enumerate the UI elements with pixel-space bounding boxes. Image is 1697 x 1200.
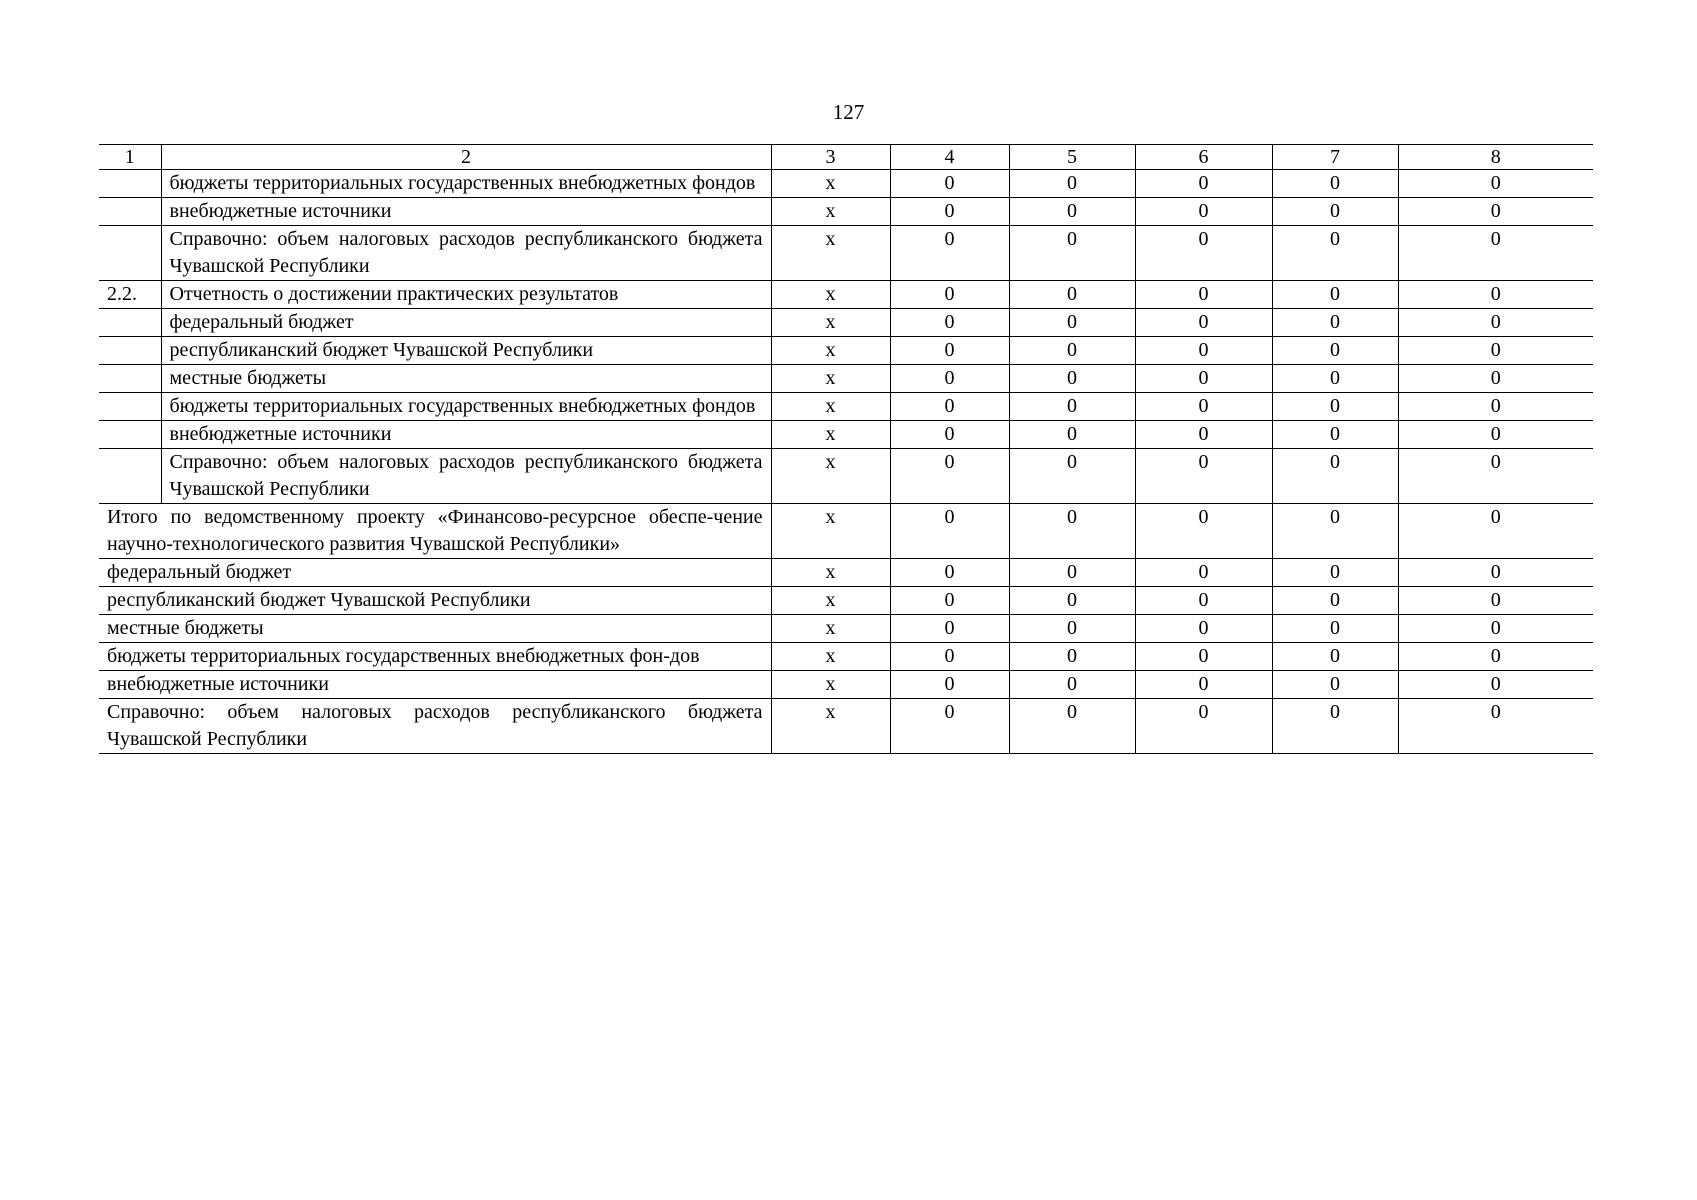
row-value-col5: 0 [1009,281,1135,309]
total-row-value-col8: 0 [1398,643,1593,671]
row-col3: х [771,337,890,365]
row-value-col6: 0 [1135,365,1272,393]
row-value-col4: 0 [890,281,1009,309]
row-label: Справочно: объем налоговых расходов республиканского бюджета Чувашской Республики [161,449,771,504]
total-row-value-col7: 0 [1272,615,1398,643]
header-cell-1: 1 [99,145,161,170]
total-row-col3: х [771,559,890,587]
table-row [99,198,1593,226]
total-row-col3: х [771,504,890,559]
row-label: федеральный бюджет [161,309,771,337]
total-row [99,504,1593,559]
total-row-label: Справочно: объем налоговых расходов республиканского бюджета Чувашской Республики [99,699,771,754]
table-row [99,309,1593,337]
total-sub-row [99,615,1593,643]
row-value-col8: 0 [1398,365,1593,393]
total-row-label: Итого по ведомственному проекту «Финансово-ресурсное обеспе-чение научно-технологического развития Чувашской Республики» [99,504,771,559]
total-row-value-col6: 0 [1135,671,1272,699]
total-row-col3: х [771,699,890,754]
row-value-col5: 0 [1009,226,1135,281]
table-row [99,337,1593,365]
total-row-value-col8: 0 [1398,615,1593,643]
row-value-col5: 0 [1009,198,1135,226]
table-header-row [99,145,1593,170]
row-label: Отчетность о достижении практических результатов [161,281,771,309]
total-row-value-col6: 0 [1135,559,1272,587]
total-row-value-col4: 0 [890,643,1009,671]
page-number: 127 [832,100,865,124]
row-code [99,198,161,226]
total-sub-row [99,643,1593,671]
total-row-value-col5: 0 [1009,587,1135,615]
row-code [99,170,161,198]
table-row [99,170,1593,198]
row-col3: х [771,170,890,198]
row-label: местные бюджеты [161,365,771,393]
total-row-label: федеральный бюджет [99,559,771,587]
total-sub-row [99,671,1593,699]
row-value-col4: 0 [890,449,1009,504]
total-row-value-col5: 0 [1009,699,1135,754]
row-value-col5: 0 [1009,393,1135,421]
total-sub-row [99,699,1593,754]
header-cell-8: 8 [1398,145,1593,170]
row-value-col7: 0 [1272,226,1398,281]
row-value-col4: 0 [890,226,1009,281]
row-value-col8: 0 [1398,198,1593,226]
row-col3: х [771,281,890,309]
header-cell-2: 2 [161,145,771,170]
row-value-col7: 0 [1272,449,1398,504]
total-row-value-col4: 0 [890,699,1009,754]
total-row-value-col5: 0 [1009,643,1135,671]
row-value-col4: 0 [890,421,1009,449]
row-value-col8: 0 [1398,281,1593,309]
row-value-col5: 0 [1009,365,1135,393]
row-value-col5: 0 [1009,421,1135,449]
header-cell-7: 7 [1272,145,1398,170]
row-code [99,337,161,365]
total-row-col3: х [771,587,890,615]
table-row [99,365,1593,393]
row-value-col6: 0 [1135,226,1272,281]
total-row-value-col7: 0 [1272,643,1398,671]
header-cell-4: 4 [890,145,1009,170]
table-row [99,226,1593,281]
total-row-value-col5: 0 [1009,615,1135,643]
row-value-col7: 0 [1272,337,1398,365]
total-row-value-col6: 0 [1135,504,1272,559]
row-label: внебюджетные источники [161,198,771,226]
row-label: республиканский бюджет Чувашской Республики [161,337,771,365]
row-value-col4: 0 [890,365,1009,393]
row-value-col7: 0 [1272,198,1398,226]
total-row-col3: х [771,671,890,699]
row-value-col5: 0 [1009,449,1135,504]
total-row-label: бюджеты территориальных государственных внебюджетных фон-дов [99,643,771,671]
row-value-col8: 0 [1398,449,1593,504]
row-value-col7: 0 [1272,170,1398,198]
row-code [99,309,161,337]
row-value-col6: 0 [1135,198,1272,226]
row-label: бюджеты территориальных государственных внебюджетных фондов [161,170,771,198]
total-row-value-col8: 0 [1398,671,1593,699]
row-code [99,421,161,449]
total-row-value-col4: 0 [890,615,1009,643]
total-row-value-col5: 0 [1009,504,1135,559]
total-sub-row [99,559,1593,587]
row-value-col8: 0 [1398,337,1593,365]
total-row-label: республиканский бюджет Чувашской Республики [99,587,771,615]
total-row-value-col8: 0 [1398,587,1593,615]
row-label: бюджеты территориальных государственных внебюджетных фондов [161,393,771,421]
row-code [99,449,161,504]
row-col3: х [771,393,890,421]
row-value-col8: 0 [1398,226,1593,281]
total-row-value-col8: 0 [1398,504,1593,559]
row-value-col6: 0 [1135,170,1272,198]
total-row-value-col8: 0 [1398,699,1593,754]
row-col3: х [771,309,890,337]
row-col3: х [771,449,890,504]
total-row-value-col5: 0 [1009,671,1135,699]
total-row-value-col4: 0 [890,671,1009,699]
total-row-col3: х [771,643,890,671]
row-label: внебюджетные источники [161,421,771,449]
total-sub-row [99,587,1593,615]
row-code [99,226,161,281]
total-row-value-col4: 0 [890,559,1009,587]
total-row-value-col7: 0 [1272,699,1398,754]
total-row-value-col7: 0 [1272,504,1398,559]
header-cell-5: 5 [1009,145,1135,170]
total-row-value-col8: 0 [1398,559,1593,587]
row-value-col5: 0 [1009,337,1135,365]
total-row-value-col7: 0 [1272,559,1398,587]
row-value-col7: 0 [1272,421,1398,449]
row-value-col8: 0 [1398,309,1593,337]
row-col3: х [771,226,890,281]
row-code [99,393,161,421]
row-value-col5: 0 [1009,170,1135,198]
row-value-col4: 0 [890,337,1009,365]
row-value-col8: 0 [1398,421,1593,449]
total-row-value-col6: 0 [1135,643,1272,671]
total-row-label: внебюджетные источники [99,671,771,699]
total-row-col3: х [771,615,890,643]
total-row-value-col4: 0 [890,587,1009,615]
row-value-col6: 0 [1135,337,1272,365]
row-label: Справочно: объем налоговых расходов республиканского бюджета Чувашской Республики [161,226,771,281]
table-row [99,281,1593,309]
total-row-value-col4: 0 [890,504,1009,559]
total-row-value-col6: 0 [1135,615,1272,643]
table-row [99,421,1593,449]
row-value-col6: 0 [1135,449,1272,504]
total-row-value-col5: 0 [1009,559,1135,587]
row-col3: х [771,421,890,449]
header-cell-6: 6 [1135,145,1272,170]
total-row-value-col6: 0 [1135,699,1272,754]
row-value-col6: 0 [1135,309,1272,337]
row-value-col5: 0 [1009,309,1135,337]
row-value-col4: 0 [890,309,1009,337]
row-value-col7: 0 [1272,309,1398,337]
row-value-col7: 0 [1272,281,1398,309]
row-value-col6: 0 [1135,421,1272,449]
row-col3: х [771,365,890,393]
total-row-value-col6: 0 [1135,587,1272,615]
row-value-col4: 0 [890,393,1009,421]
row-value-col4: 0 [890,198,1009,226]
row-value-col6: 0 [1135,393,1272,421]
row-value-col8: 0 [1398,393,1593,421]
row-value-col7: 0 [1272,393,1398,421]
header-cell-3: 3 [771,145,890,170]
row-value-col4: 0 [890,170,1009,198]
total-row-value-col7: 0 [1272,671,1398,699]
total-row-value-col7: 0 [1272,587,1398,615]
table-row [99,393,1593,421]
budget-table [99,144,1593,754]
total-row-label: местные бюджеты [99,615,771,643]
row-code: 2.2. [99,281,161,309]
row-value-col7: 0 [1272,365,1398,393]
row-value-col8: 0 [1398,170,1593,198]
row-code [99,365,161,393]
row-value-col6: 0 [1135,281,1272,309]
row-col3: х [771,198,890,226]
table-row [99,449,1593,504]
